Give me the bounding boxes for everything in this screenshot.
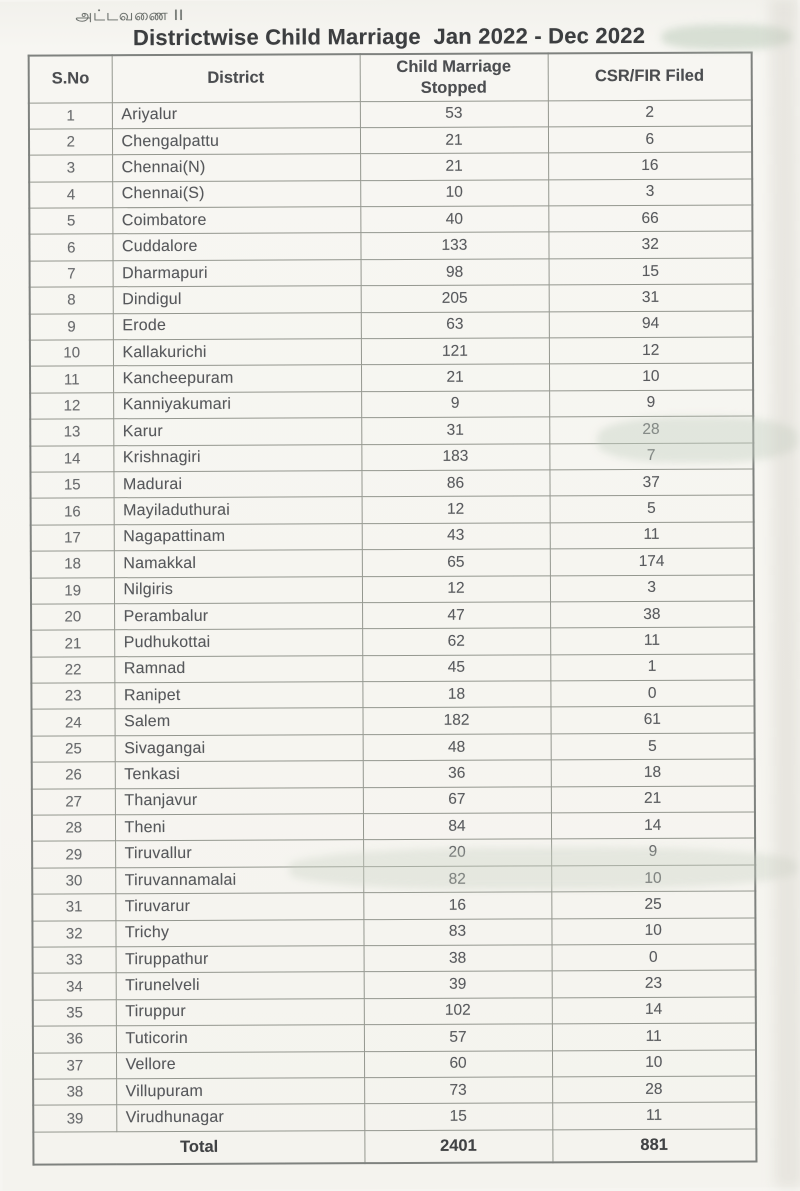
row-stopped: 183 bbox=[361, 443, 549, 470]
total-label: Total bbox=[33, 1130, 364, 1164]
row-filed: 66 bbox=[548, 205, 752, 232]
row-district: Trichy bbox=[115, 919, 363, 946]
table-row bbox=[32, 865, 755, 895]
row-stopped: 84 bbox=[363, 813, 551, 840]
row-sno: 10 bbox=[30, 340, 113, 367]
row-filed: 3 bbox=[550, 574, 754, 601]
table-row bbox=[31, 654, 754, 684]
table-row bbox=[33, 944, 756, 974]
row-stopped: 86 bbox=[361, 470, 549, 497]
row-district: Coimbatore bbox=[112, 207, 360, 234]
row-stopped: 98 bbox=[361, 259, 549, 286]
row-stopped: 67 bbox=[363, 786, 551, 813]
table-row bbox=[31, 601, 754, 631]
table-row bbox=[33, 997, 756, 1027]
row-filed: 6 bbox=[548, 126, 752, 153]
row-sno: 15 bbox=[30, 472, 113, 499]
row-stopped: 205 bbox=[361, 285, 549, 312]
row-district: Kancheepuram bbox=[113, 365, 361, 392]
table-row bbox=[30, 416, 753, 446]
row-district: Theni bbox=[115, 814, 363, 841]
row-district: Kallakurichi bbox=[113, 339, 361, 366]
row-stopped: 47 bbox=[362, 602, 550, 629]
row-sno: 26 bbox=[32, 762, 115, 789]
table-row bbox=[30, 258, 753, 288]
row-sno: 9 bbox=[30, 313, 113, 340]
table-row bbox=[29, 126, 752, 156]
row-filed: 38 bbox=[550, 601, 754, 628]
row-sno: 12 bbox=[30, 393, 113, 420]
row-district: Erode bbox=[113, 312, 361, 339]
row-district: Nilgiris bbox=[114, 576, 362, 603]
row-sno: 34 bbox=[33, 973, 116, 1000]
row-filed: 11 bbox=[552, 1102, 756, 1129]
row-district: Chengalpattu bbox=[112, 128, 360, 155]
row-sno: 30 bbox=[32, 868, 115, 895]
row-filed: 10 bbox=[551, 865, 755, 892]
row-district: Karur bbox=[113, 418, 361, 445]
row-district: Ariyalur bbox=[112, 101, 360, 128]
row-district: Madurai bbox=[113, 471, 361, 498]
row-filed: 11 bbox=[552, 1023, 756, 1050]
district-table bbox=[28, 51, 758, 1165]
row-filed: 23 bbox=[552, 970, 756, 997]
table-row bbox=[29, 152, 752, 182]
row-stopped: 21 bbox=[361, 364, 549, 391]
row-stopped: 21 bbox=[360, 127, 548, 154]
table-row bbox=[31, 627, 754, 657]
row-stopped: 38 bbox=[364, 945, 552, 972]
row-sno: 7 bbox=[30, 261, 113, 288]
row-filed: 25 bbox=[551, 891, 755, 918]
row-filed: 7 bbox=[549, 443, 753, 470]
row-stopped: 10 bbox=[360, 180, 548, 207]
row-stopped: 53 bbox=[360, 100, 548, 127]
table-row bbox=[30, 284, 753, 314]
table-row bbox=[29, 231, 752, 261]
row-district: Sivagangai bbox=[115, 735, 363, 762]
row-district: Chennai(S) bbox=[112, 180, 360, 207]
row-district: Tiruppur bbox=[116, 998, 364, 1025]
table-row bbox=[31, 522, 754, 552]
row-filed: 61 bbox=[550, 706, 754, 733]
scan-edge-shade bbox=[769, 0, 800, 1187]
row-stopped: 20 bbox=[363, 839, 551, 866]
row-stopped: 121 bbox=[361, 338, 549, 365]
row-sno: 22 bbox=[31, 656, 114, 683]
row-stopped: 65 bbox=[362, 549, 550, 576]
table-row bbox=[29, 205, 752, 235]
table-row bbox=[32, 838, 755, 868]
row-filed: 18 bbox=[551, 759, 755, 786]
table-row bbox=[31, 548, 754, 578]
row-filed: 0 bbox=[550, 680, 754, 707]
row-sno: 20 bbox=[31, 604, 114, 631]
row-stopped: 62 bbox=[362, 628, 550, 655]
row-district: Tiruvallur bbox=[115, 840, 363, 867]
row-stopped: 102 bbox=[364, 998, 552, 1025]
row-sno: 2 bbox=[29, 129, 112, 156]
row-sno: 6 bbox=[29, 234, 112, 261]
row-district: Ramnad bbox=[114, 655, 362, 682]
row-filed: 14 bbox=[551, 812, 755, 839]
row-sno: 31 bbox=[32, 894, 115, 921]
row-sno: 14 bbox=[30, 445, 113, 472]
row-filed: 37 bbox=[549, 469, 753, 496]
table-row bbox=[33, 970, 756, 1000]
row-stopped: 57 bbox=[364, 1024, 552, 1051]
table-row bbox=[30, 443, 753, 473]
row-filed: 21 bbox=[551, 786, 755, 813]
row-sno: 8 bbox=[30, 287, 113, 314]
row-district: Tuticorin bbox=[116, 1025, 364, 1052]
row-sno: 16 bbox=[31, 498, 114, 525]
table-row bbox=[32, 786, 755, 816]
row-district: Tiruvannamalai bbox=[115, 866, 363, 893]
row-sno: 37 bbox=[33, 1052, 116, 1079]
row-district: Vellore bbox=[116, 1051, 364, 1078]
row-district: Tiruppathur bbox=[116, 946, 364, 973]
row-filed: 5 bbox=[551, 733, 755, 760]
page-title: Districtwise Child Marriage Jan 2022 - Dec 2022 bbox=[132, 22, 646, 51]
row-sno: 23 bbox=[31, 683, 114, 710]
row-stopped: 45 bbox=[362, 655, 550, 682]
table-row bbox=[29, 179, 752, 209]
row-sno: 18 bbox=[31, 551, 114, 578]
row-sno: 29 bbox=[32, 841, 115, 868]
row-sno: 36 bbox=[33, 1026, 116, 1053]
row-sno: 11 bbox=[30, 366, 113, 393]
row-sno: 32 bbox=[32, 920, 115, 947]
table-row bbox=[32, 759, 755, 789]
table-footer bbox=[33, 1129, 756, 1165]
row-stopped: 48 bbox=[363, 734, 551, 761]
tamil-caption: அட்டவணை II bbox=[75, 6, 185, 25]
row-stopped: 82 bbox=[363, 866, 551, 893]
col-header-district: District bbox=[112, 54, 360, 102]
col-header-stopped: Child Marriage Stopped bbox=[360, 53, 548, 101]
total-row bbox=[33, 1129, 756, 1165]
table-row bbox=[31, 495, 754, 525]
row-district: Dindigul bbox=[113, 286, 361, 313]
row-sno: 17 bbox=[31, 524, 114, 551]
row-sno: 5 bbox=[29, 208, 112, 235]
table-row bbox=[32, 812, 755, 842]
table-row bbox=[30, 469, 753, 499]
row-filed: 10 bbox=[552, 1050, 756, 1077]
table-row bbox=[30, 337, 753, 367]
header-row bbox=[29, 52, 752, 102]
row-sno: 13 bbox=[30, 419, 113, 446]
total-stopped: 2401 bbox=[364, 1130, 552, 1164]
row-stopped: 36 bbox=[363, 760, 551, 787]
row-sno: 35 bbox=[33, 1000, 116, 1027]
row-filed: 3 bbox=[548, 179, 752, 206]
row-sno: 38 bbox=[33, 1079, 116, 1106]
row-stopped: 182 bbox=[362, 707, 550, 734]
row-filed: 32 bbox=[548, 231, 752, 258]
row-filed: 15 bbox=[549, 258, 753, 285]
table-header bbox=[29, 52, 752, 102]
table-body bbox=[29, 99, 756, 1131]
row-filed: 10 bbox=[551, 918, 755, 945]
row-district: Nagapattinam bbox=[114, 523, 362, 550]
row-filed: 174 bbox=[550, 548, 754, 575]
row-district: Tiruvarur bbox=[115, 893, 363, 920]
row-filed: 16 bbox=[548, 152, 752, 179]
row-sno: 4 bbox=[29, 181, 112, 208]
table-row bbox=[32, 733, 755, 763]
row-stopped: 9 bbox=[361, 391, 549, 418]
row-filed: 5 bbox=[550, 495, 754, 522]
row-district: Chennai(N) bbox=[112, 154, 360, 181]
table-row bbox=[32, 891, 755, 921]
row-stopped: 21 bbox=[360, 153, 548, 180]
row-filed: 28 bbox=[549, 416, 753, 443]
table-row bbox=[31, 706, 754, 736]
row-stopped: 133 bbox=[360, 232, 548, 259]
row-stopped: 16 bbox=[363, 892, 551, 919]
row-district: Namakkal bbox=[114, 550, 362, 577]
row-stopped: 63 bbox=[361, 311, 549, 338]
row-stopped: 43 bbox=[362, 523, 550, 550]
total-filed: 881 bbox=[552, 1129, 756, 1163]
row-district: Salem bbox=[114, 708, 362, 735]
table-row bbox=[32, 918, 755, 948]
row-sno: 1 bbox=[29, 102, 112, 129]
row-district: Thanjavur bbox=[115, 787, 363, 814]
row-filed: 12 bbox=[549, 337, 753, 364]
row-stopped: 83 bbox=[363, 918, 551, 945]
row-stopped: 60 bbox=[364, 1050, 552, 1077]
row-stopped: 12 bbox=[362, 575, 550, 602]
table-row bbox=[33, 1023, 756, 1053]
row-stopped: 39 bbox=[364, 971, 552, 998]
row-district: Villupuram bbox=[116, 1078, 364, 1105]
row-sno: 39 bbox=[33, 1105, 116, 1132]
table-row bbox=[30, 363, 753, 393]
row-filed: 28 bbox=[552, 1076, 756, 1103]
col-header-filed: CSR/FIR Filed bbox=[548, 52, 752, 100]
row-filed: 9 bbox=[549, 390, 753, 417]
row-filed: 11 bbox=[550, 627, 754, 654]
table-row bbox=[30, 311, 753, 341]
row-filed: 1 bbox=[550, 654, 754, 681]
row-filed: 11 bbox=[550, 522, 754, 549]
row-filed: 2 bbox=[548, 99, 752, 126]
row-district: Krishnagiri bbox=[113, 444, 361, 471]
col-header-sno: S.No bbox=[29, 55, 112, 102]
row-stopped: 18 bbox=[362, 681, 550, 708]
row-filed: 31 bbox=[549, 284, 753, 311]
row-filed: 0 bbox=[552, 944, 756, 971]
row-district: Tirunelveli bbox=[116, 972, 364, 999]
row-sno: 21 bbox=[31, 630, 114, 657]
row-stopped: 15 bbox=[364, 1103, 552, 1130]
row-stopped: 31 bbox=[361, 417, 549, 444]
table-row bbox=[33, 1050, 756, 1080]
table-row bbox=[30, 390, 753, 420]
table-row bbox=[31, 680, 754, 710]
row-district: Perambalur bbox=[114, 603, 362, 630]
row-stopped: 73 bbox=[364, 1077, 552, 1104]
row-district: Kanniyakumari bbox=[113, 391, 361, 418]
row-district: Ranipet bbox=[114, 682, 362, 709]
table-row bbox=[29, 99, 752, 129]
table-row bbox=[33, 1102, 756, 1132]
row-sno: 28 bbox=[32, 815, 115, 842]
row-sno: 25 bbox=[32, 736, 115, 763]
row-filed: 10 bbox=[549, 363, 753, 390]
row-district: Virudhunagar bbox=[116, 1104, 364, 1131]
row-district: Cuddalore bbox=[112, 233, 360, 260]
row-district: Tenkasi bbox=[115, 761, 363, 788]
table-row bbox=[33, 1076, 756, 1106]
row-filed: 14 bbox=[552, 997, 756, 1024]
row-sno: 24 bbox=[31, 709, 114, 736]
row-stopped: 40 bbox=[360, 206, 548, 233]
row-stopped: 12 bbox=[362, 496, 550, 523]
row-sno: 27 bbox=[32, 788, 115, 815]
row-filed: 9 bbox=[551, 838, 755, 865]
row-district: Dharmapuri bbox=[113, 260, 361, 287]
row-district: Mayiladuthurai bbox=[114, 497, 362, 524]
row-filed: 94 bbox=[549, 311, 753, 338]
row-sno: 19 bbox=[31, 577, 114, 604]
row-sno: 3 bbox=[29, 155, 112, 182]
row-sno: 33 bbox=[33, 947, 116, 974]
table-row bbox=[31, 574, 754, 604]
row-district: Pudhukottai bbox=[114, 629, 362, 656]
